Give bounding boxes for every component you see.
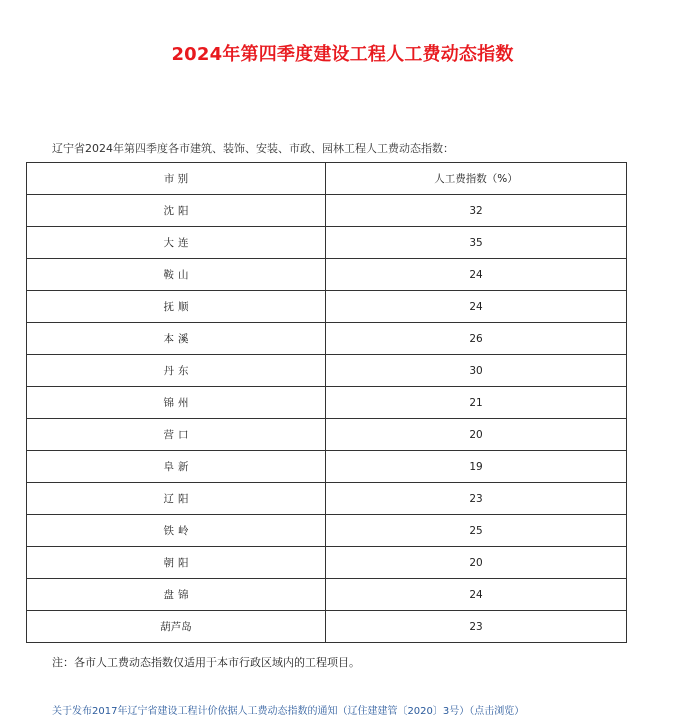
table-row xyxy=(27,483,627,515)
table-row xyxy=(27,387,627,419)
index-cell: 24 xyxy=(326,579,627,611)
city-cell xyxy=(27,291,326,323)
table-row xyxy=(27,579,627,611)
city-name: 丹东 xyxy=(163,365,193,377)
city-cell xyxy=(27,259,326,291)
index-cell: 20 xyxy=(326,419,627,451)
city-cell xyxy=(27,611,326,643)
table-row xyxy=(27,611,627,643)
table-row xyxy=(27,323,627,355)
city-name: 营口 xyxy=(163,429,193,441)
index-cell: 32 xyxy=(326,195,627,227)
table-row xyxy=(27,291,627,323)
intro-text: 辽宁省2024年第四季度各市建筑、装饰、安装、市政、园林工程人工费动态指数： xyxy=(52,142,454,155)
index-cell: 20 xyxy=(326,547,627,579)
page-title: 2024年第四季度建设工程人工费动态指数 xyxy=(171,44,514,65)
table-row xyxy=(27,227,627,259)
index-cell: 19 xyxy=(326,451,627,483)
index-cell: 24 xyxy=(326,291,627,323)
table-row xyxy=(27,451,627,483)
table-row xyxy=(27,355,627,387)
index-cell: 21 xyxy=(326,387,627,419)
city-name: 铁岭 xyxy=(163,525,193,537)
table-row xyxy=(27,259,627,291)
column-header-city: 市 别 xyxy=(27,163,326,195)
related-notice-text[interactable]: 关于发布2017年辽宁省建设工程计价依据人工费动态指数的通知（辽住建建管〔2020〕3号） xyxy=(52,706,470,717)
city-name: 阜新 xyxy=(163,461,193,473)
city-name: 盘锦 xyxy=(163,589,193,601)
city-name: 朝阳 xyxy=(163,557,193,569)
table-row xyxy=(27,547,627,579)
column-header-index: 人工费指数（%） xyxy=(326,163,627,195)
index-cell: 25 xyxy=(326,515,627,547)
city-name: 锦州 xyxy=(163,397,193,409)
city-cell xyxy=(27,451,326,483)
table-row xyxy=(27,195,627,227)
table-row xyxy=(27,419,627,451)
city-cell xyxy=(27,483,326,515)
city-cell xyxy=(27,323,326,355)
index-cell: 35 xyxy=(326,227,627,259)
city-name: 本溪 xyxy=(163,333,193,345)
click-to-browse-hint[interactable]: （点击浏览） xyxy=(469,706,525,717)
city-name: 鞍山 xyxy=(163,269,193,281)
city-cell xyxy=(27,195,326,227)
index-cell: 24 xyxy=(326,259,627,291)
city-cell xyxy=(27,387,326,419)
city-cell xyxy=(27,515,326,547)
city-cell xyxy=(27,355,326,387)
city-cell xyxy=(27,547,326,579)
footnote: 注：各市人工费动态指数仅适用于本市行政区域内的工程项目。 xyxy=(52,656,360,669)
city-name: 抚顺 xyxy=(163,301,193,313)
city-cell xyxy=(27,419,326,451)
index-cell: 26 xyxy=(326,323,627,355)
city-name: 大连 xyxy=(163,237,193,249)
city-cell xyxy=(27,579,326,611)
labor-cost-index-table xyxy=(26,162,627,643)
index-cell: 30 xyxy=(326,355,627,387)
city-name: 沈阳 xyxy=(163,205,193,217)
table-row xyxy=(27,515,627,547)
index-cell: 23 xyxy=(326,611,627,643)
table-body xyxy=(27,195,627,643)
city-name: 葫芦岛 xyxy=(160,621,192,633)
index-cell: 23 xyxy=(326,483,627,515)
city-name: 辽阳 xyxy=(163,493,193,505)
related-notice-link[interactable] xyxy=(52,702,524,717)
city-cell xyxy=(27,227,326,259)
table-header-row xyxy=(27,163,627,195)
